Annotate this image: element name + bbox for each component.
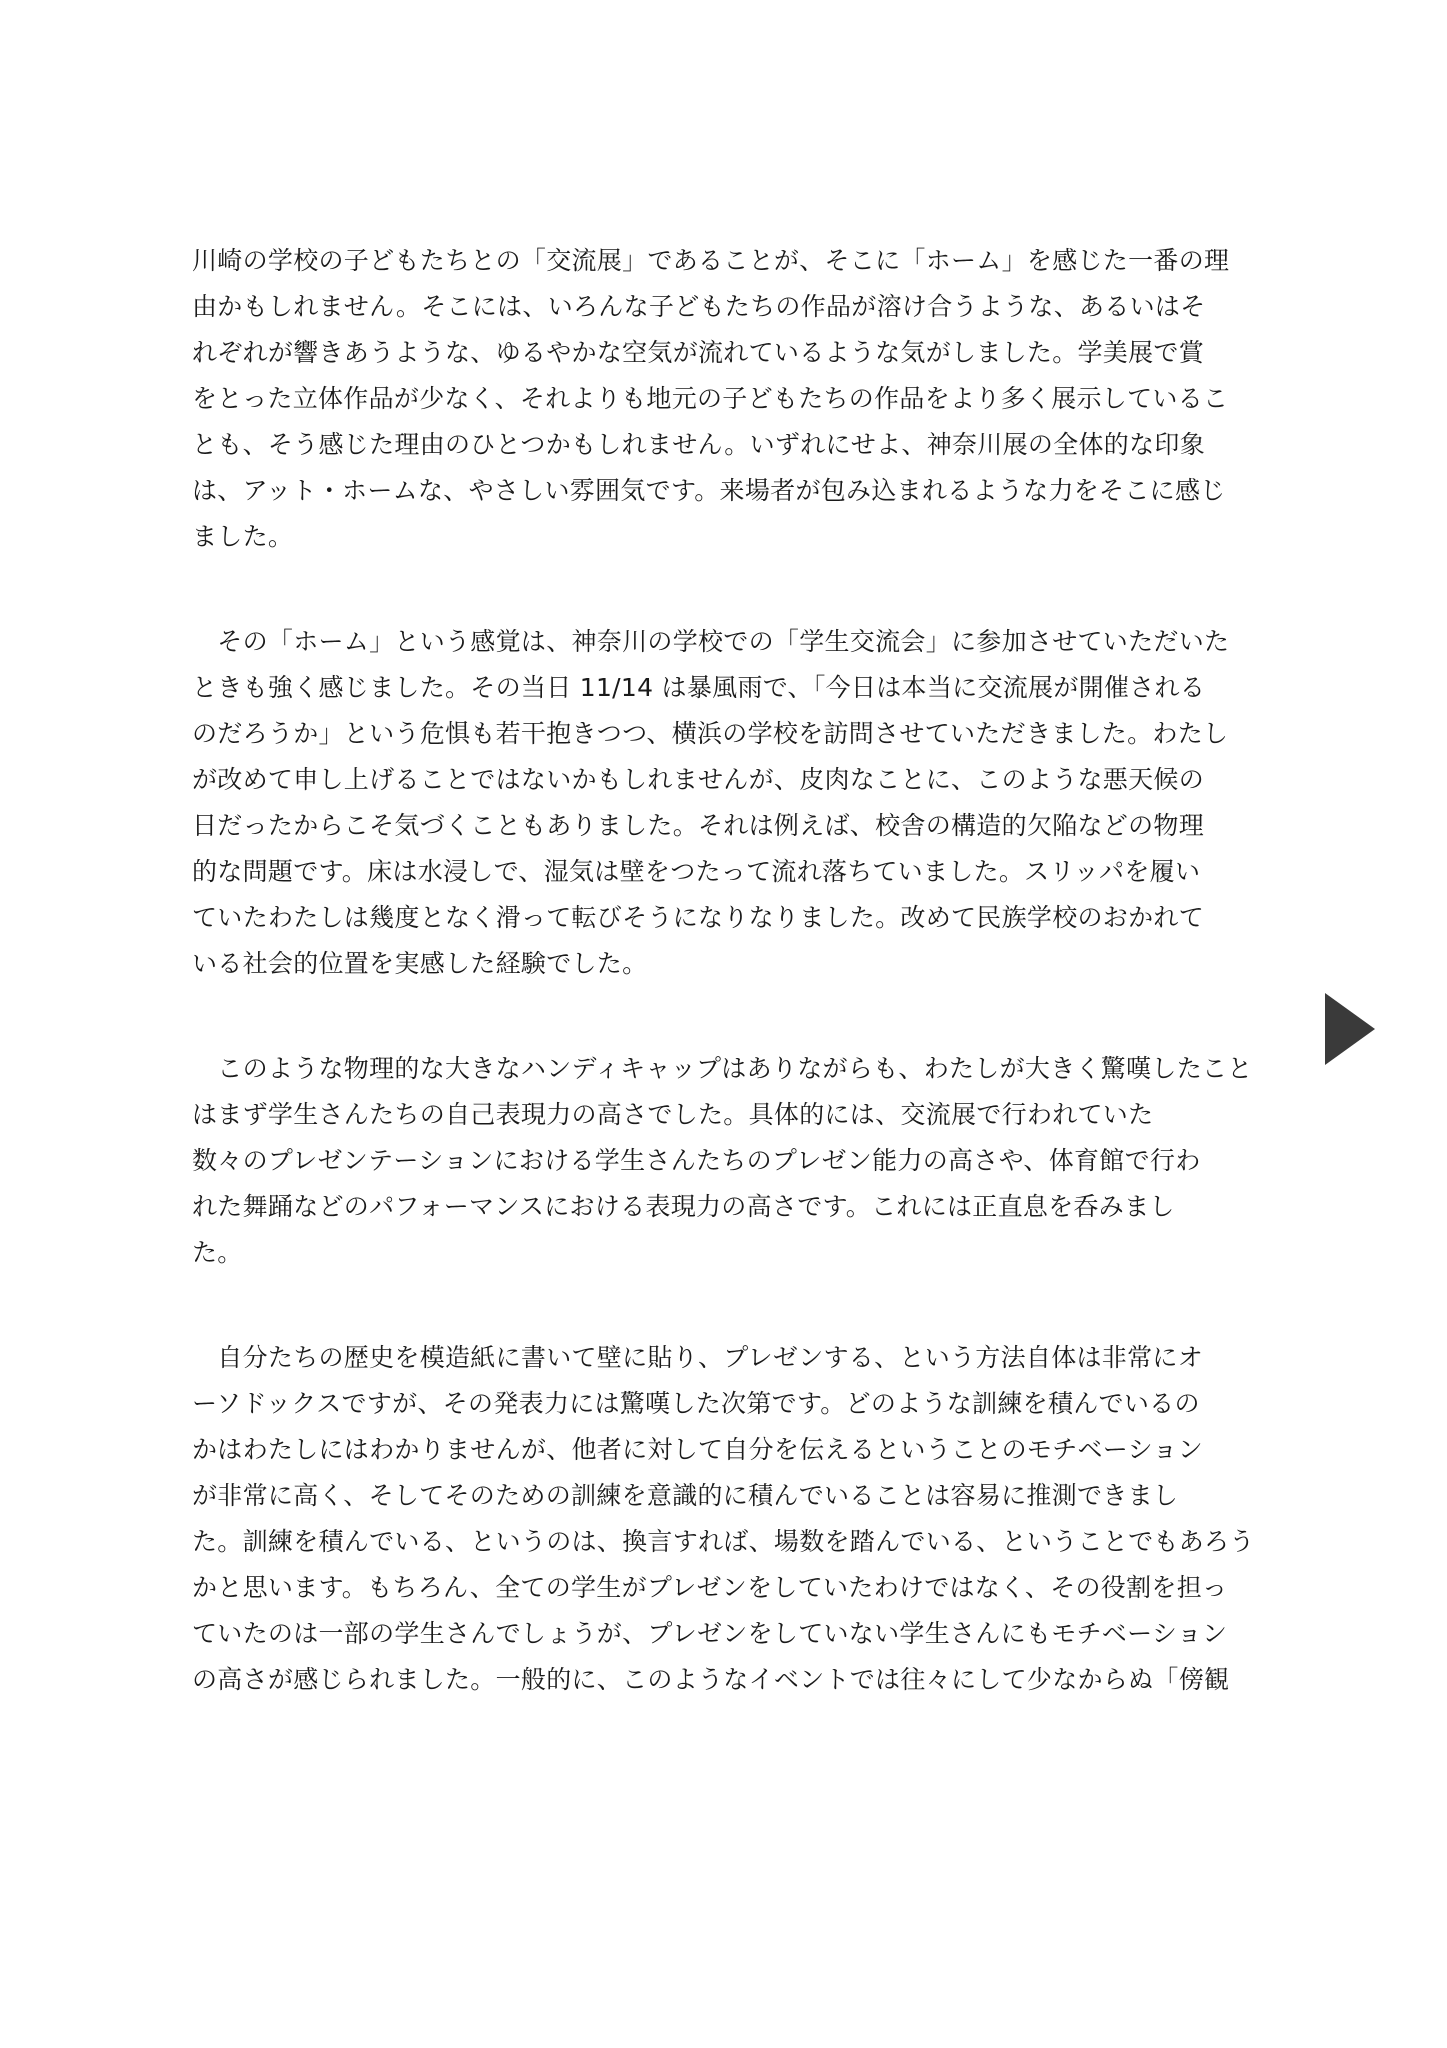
text-line: 由かもしれません。そこには、いろんな子どもたちの作品が溶け合うような、あるいはそ xyxy=(192,292,1206,321)
paragraph-gap xyxy=(192,1276,1252,1335)
text-line: ていたわたしは幾度となく滑って転びそうになりなりました。改めて民族学校のおかれて xyxy=(192,903,1205,932)
text-line: が非常に高く、そしてそのための訓練を意識的に積んでいることは容易に推測できまし xyxy=(192,1481,1179,1510)
text-line: かと思います。もちろん、全ての学生がプレゼンをしていたわけではなく、その役割を担っ xyxy=(192,1573,1228,1602)
text-line: れた舞踊などのパフォーマンスにおける表現力の高さです。これには正直息を呑みまし xyxy=(192,1192,1175,1221)
text-line: た。 xyxy=(192,1238,243,1267)
text-line: 日だったからこそ気づくこともありました。それは例えば、校舎の構造的欠陥などの物理 xyxy=(192,811,1205,840)
text-line: とも、そう感じた理由のひとつかもしれません。いずれにせよ、神奈川展の全体的な印象 xyxy=(192,430,1206,459)
text-line: が改めて申し上げることではないかもしれませんが、皮肉なことに、このような悪天候の xyxy=(192,765,1205,794)
text-line: はまず学生さんたちの自己表現力の高さでした。具体的には、交流展で行われていた xyxy=(192,1100,1154,1129)
text-line: た。訓練を積んでいる、というのは、換言すれば、場数を踏んでいる、ということでもあろう xyxy=(192,1527,1255,1556)
paragraph-gap xyxy=(192,987,1252,1046)
text-line: は、アット・ホームな、やさしい雰囲気です。来場者が包み込まれるような力をそこに感じ xyxy=(192,476,1226,505)
text-line: 自分たちの歴史を模造紙に書いて壁に貼り、プレゼンする、という方法自体は非常にオ xyxy=(192,1343,1204,1372)
text-line: ーソドックスですが、その発表力には驚嘆した次第です。どのような訓練を積んでいるの xyxy=(192,1389,1200,1418)
text-line: その「ホーム」という感覚は、神奈川の学校での「学生交流会」に参加させていただいた xyxy=(192,627,1230,656)
text-line: をとった立体作品が少なく、それよりも地元の子どもたちの作品をより多く展示しているこ xyxy=(192,384,1229,413)
text-line: このような物理的な大きなハンディキャップはありながらも、わたしが大きく驚嘆したこと xyxy=(192,1054,1253,1083)
text-line: いる社会的位置を実感した経験でした。 xyxy=(192,949,648,978)
text-line: 的な問題です。床は水浸しで、湿気は壁をつたって流れ落ちていました。スリッパを履い xyxy=(192,857,1201,886)
text-line: の高さが感じられました。一般的に、このようなイベントでは往々にして少なからぬ「傍観 xyxy=(192,1665,1230,1694)
text-line: ました。 xyxy=(192,522,294,551)
text-line: ていたのは一部の学生さんでしょうが、プレゼンをしていない学生さんにもモチベーション xyxy=(192,1619,1228,1648)
next-page-triangle-right-icon[interactable] xyxy=(1325,993,1375,1065)
paragraph-2 xyxy=(192,619,1252,987)
text-line: 川崎の学校の子どもたちとの「交流展」であることが、そこに「ホーム」を感じた一番の理 xyxy=(192,246,1230,275)
text-line: 数々のプレゼンテーションにおける学生さんたちのプレゼン能力の高さや、体育館で行わ xyxy=(192,1146,1201,1175)
paragraph-gap xyxy=(192,560,1252,619)
paragraph-1 xyxy=(192,238,1252,560)
text-line: のだろうか」という危惧も若干抱きつつ、横浜の学校を訪問させていただきました。わたし xyxy=(192,719,1229,748)
text-line: かはわたしにはわかりませんが、他者に対して自分を伝えるということのモチベーション xyxy=(192,1435,1204,1464)
text-line: れぞれが響きあうような、ゆるやかな空気が流れているような気がしました。学美展で賞 xyxy=(192,338,1205,367)
paragraph-3 xyxy=(192,1046,1252,1276)
text-line: ときも強く感じました。その当日 11/14 は暴風雨で、「今日は本当に交流展が開催される xyxy=(192,673,1206,702)
essay-body xyxy=(192,238,1255,1703)
paragraph-4 xyxy=(192,1335,1255,1703)
